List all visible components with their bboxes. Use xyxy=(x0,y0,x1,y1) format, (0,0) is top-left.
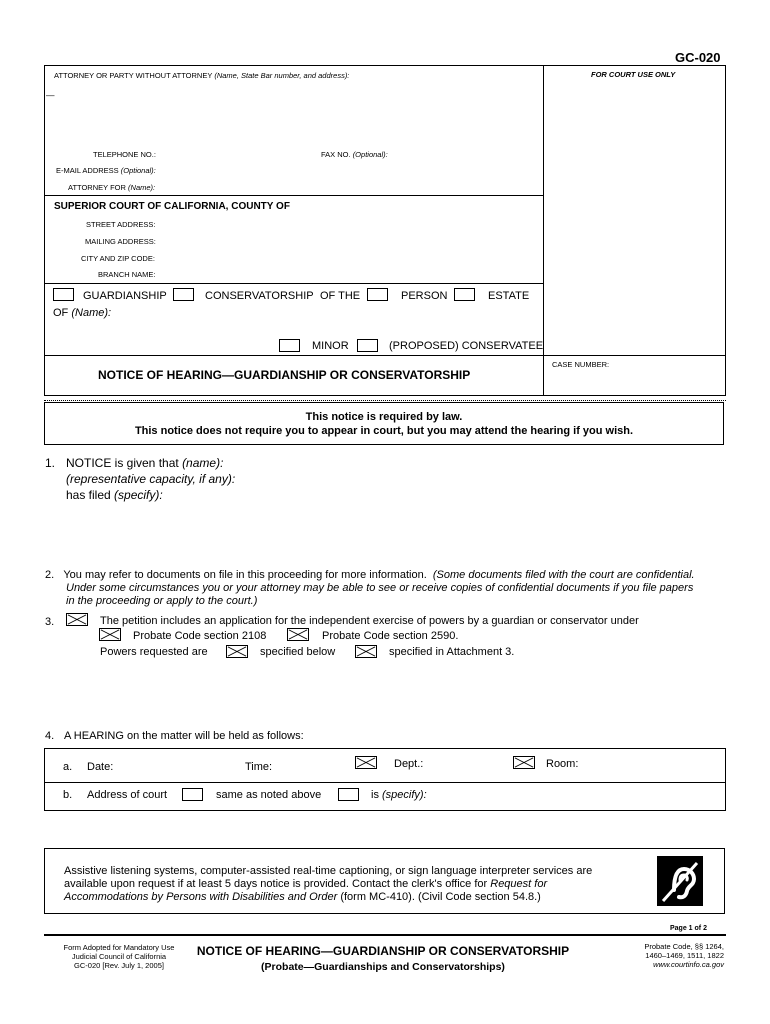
caption-left-rule xyxy=(44,65,45,395)
fax-label[interactable]: FAX NO. (Optional): xyxy=(321,150,388,159)
same-as-above-label: same as noted above xyxy=(216,789,322,801)
notice-line-1: This notice is required by law. xyxy=(305,411,463,423)
website-link[interactable]: www.courtinfo.ca.gov xyxy=(653,960,724,969)
case-number-label[interactable]: CASE NUMBER: xyxy=(552,360,610,369)
form-id: GC-020 xyxy=(675,50,721,65)
court-use-label: FOR COURT USE ONLY xyxy=(591,70,676,79)
hearing-room-label[interactable]: Room: xyxy=(546,758,579,770)
form-adopted-block: Form Adopted for Mandatory Use Judicial Council of California GC-020 [Rev. July 1, 2005] xyxy=(63,943,175,970)
same-as-above-checkbox[interactable] xyxy=(182,788,203,801)
room-checkbox[interactable] xyxy=(513,756,535,769)
hearing-table-bottom xyxy=(44,810,726,811)
item4-text: A HEARING on the matter will be held as follows: xyxy=(64,730,304,742)
specified-below-label: specified below xyxy=(260,646,336,658)
footer-rule xyxy=(44,934,726,936)
hearing-b-label: b. xyxy=(63,789,73,801)
notice-box xyxy=(44,402,724,445)
hearing-time-label[interactable]: Time: xyxy=(245,761,273,773)
attorney-label: ATTORNEY OR PARTY WITHOUT ATTORNEY (Name, State Bar number, and address): xyxy=(54,71,350,80)
city-zip-label[interactable]: CITY AND ZIP CODE: xyxy=(81,254,155,263)
estate-checkbox[interactable] xyxy=(454,288,475,301)
proposed-conservatee-checkbox[interactable] xyxy=(357,339,378,352)
assistive-line-1: Assistive listening systems, computer-assisted real-time captioning, or sign language interpreter services are xyxy=(64,865,593,877)
item4-number: 4. xyxy=(45,730,55,742)
assistive-line-3: Accommodations by Persons with Disabilities and Order (form MC-410). (Civil Code section 54.8.) xyxy=(64,891,541,903)
powers-requested-label: Powers requested are xyxy=(100,646,208,658)
probate-code-block: Probate Code, §§ 1264, 1460–1469, 1511, 1822 www.courtinfo.ca.gov xyxy=(600,942,724,969)
pc2590-label: Probate Code section 2590. xyxy=(322,630,459,642)
mailing-address-label[interactable]: MAILING ADDRESS: xyxy=(85,237,156,246)
hearing-table-mid xyxy=(44,782,726,783)
specified-attachment-checkbox[interactable] xyxy=(355,645,377,658)
minor-checkbox[interactable] xyxy=(279,339,300,352)
court-section-rule xyxy=(44,195,543,196)
item1-notice-name[interactable]: NOTICE is given that (name): xyxy=(66,456,224,470)
dept-checkbox[interactable] xyxy=(355,756,377,769)
caption-divider xyxy=(543,65,544,395)
footer-subtitle: (Probate—Guardianships and Conservatorships) xyxy=(261,961,505,973)
hearing-date-label[interactable]: Date: xyxy=(87,761,114,773)
hearing-table-right xyxy=(725,748,726,810)
specified-below-checkbox[interactable] xyxy=(226,645,248,658)
address-of-court-label: Address of court xyxy=(87,789,168,801)
is-specify-checkbox[interactable] xyxy=(338,788,359,801)
conservatorship-checkbox[interactable] xyxy=(173,288,194,301)
caption-top-rule xyxy=(44,65,726,66)
caption-notice-title: NOTICE OF HEARING—GUARDIANSHIP OR CONSERVATORSHIP xyxy=(98,368,471,382)
item3-text: The petition includes an application for the independent exercise of powers by a guardian or conservator under xyxy=(100,615,639,627)
attorney-for-label[interactable]: ATTORNEY FOR (Name): xyxy=(68,183,156,192)
pc2108-checkbox[interactable] xyxy=(99,628,121,641)
hearing-a-label: a. xyxy=(63,761,73,773)
guardianship-checkbox[interactable] xyxy=(53,288,74,301)
person-label: PERSON xyxy=(401,290,448,302)
pc2590-checkbox[interactable] xyxy=(287,628,309,641)
minor-label: MINOR xyxy=(312,340,349,352)
is-specify-label[interactable]: is (specify): xyxy=(371,789,427,801)
footer-title: NOTICE OF HEARING—GUARDIANSHIP OR CONSERVATORSHIP xyxy=(196,944,570,958)
item2-italic-line-3: in the proceeding or apply to the court.) xyxy=(66,595,258,607)
pc2108-label: Probate Code section 2108 xyxy=(133,630,267,642)
hearing-assistance-icon xyxy=(657,856,703,906)
proposed-conservatee-label: (PROPOSED) CONSERVATEE xyxy=(389,340,544,352)
parties-section-rule xyxy=(44,283,543,284)
of-the-label: OF THE xyxy=(320,290,361,302)
of-name-label[interactable]: OF (Name): xyxy=(53,307,112,319)
attorney-dash: — xyxy=(46,90,55,100)
item1-number: 1. xyxy=(45,456,56,470)
email-label[interactable]: E-MAIL ADDRESS (Optional): xyxy=(56,166,156,175)
page-number: Page 1 of 2 xyxy=(670,925,707,932)
street-address-label[interactable]: STREET ADDRESS: xyxy=(86,220,156,229)
item2-paragraph: 2. You may refer to documents on file in this proceeding for more information. (Some documents filed with the court are confidential. xyxy=(45,569,695,581)
caption-right-rule xyxy=(725,65,726,395)
item3-checkbox[interactable] xyxy=(66,613,88,626)
assistive-line-2: available upon request if at least 5 days notice is provided. Contact the clerk's office for Request for xyxy=(64,878,548,890)
title-section-rule xyxy=(44,355,726,356)
hearing-dept-label[interactable]: Dept.: xyxy=(394,758,424,770)
specified-attachment-label: specified in Attachment 3. xyxy=(389,646,515,658)
conservatorship-label: CONSERVATORSHIP xyxy=(205,290,314,302)
caption-dotted-rule xyxy=(44,400,726,401)
hearing-table-top xyxy=(44,748,726,749)
item1-has-filed[interactable]: has filed (specify): xyxy=(66,488,163,502)
branch-name-label[interactable]: BRANCH NAME: xyxy=(98,270,156,279)
item1-rep-capacity[interactable]: (representative capacity, if any): xyxy=(66,472,236,486)
guardianship-label: GUARDIANSHIP xyxy=(83,290,167,302)
telephone-label[interactable]: TELEPHONE NO.: xyxy=(93,150,156,159)
person-checkbox[interactable] xyxy=(367,288,388,301)
item3-number: 3. xyxy=(45,616,55,628)
notice-line-2: This notice does not require you to appear in court, but you may attend the hearing if you wish. xyxy=(134,425,634,437)
court-title: SUPERIOR COURT OF CALIFORNIA, COUNTY OF xyxy=(54,201,290,212)
estate-label: ESTATE xyxy=(488,290,530,302)
item2-italic-line-2: Under some circumstances you or your attorney may be able to see or receive copies of confidential documents if you file papers xyxy=(66,582,694,594)
caption-bottom-rule xyxy=(44,395,726,396)
hearing-table-left xyxy=(44,748,45,810)
